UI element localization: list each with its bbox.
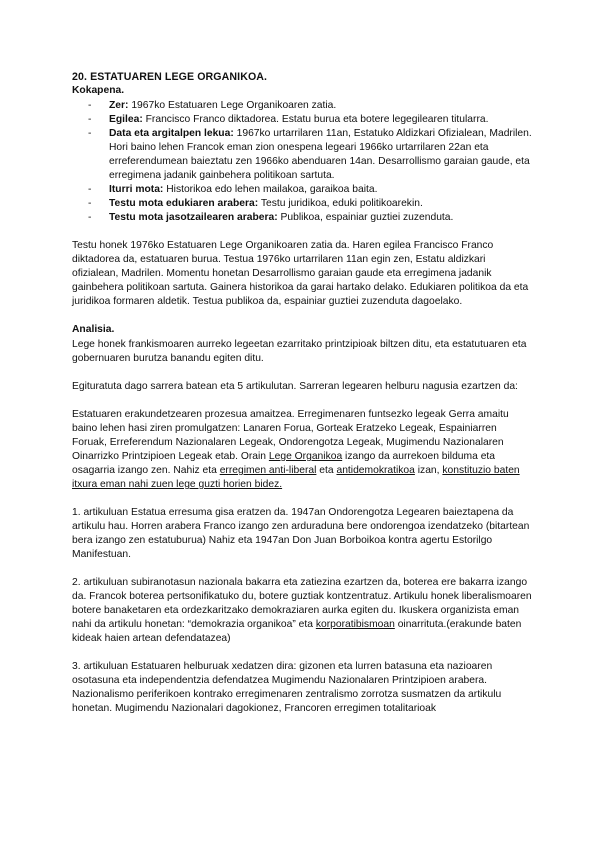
- list-item: - Zer: 1967ko Estatuaren Lege Organikoaren zatia.: [88, 100, 337, 111]
- kokapena-heading: Kokapena.: [72, 85, 125, 96]
- list-item: - Iturri mota: Historikoa edo lehen mailakoa, garaikoa baita.: [88, 184, 378, 195]
- intro-paragraph: Testu honek 1976ko Estatuaren Lege Organikoaren zatia da. Haren egilea Francisco Franco diktadorea da, estatuaren burua. Testua 1976ko urtarrilaren 11an egin zen, Estatu aldizkari ofizialean, Madrilen. Momentu honetan Desarrollismo garaian gaude eta erregimena jadanik gainbehera politikoan sartuta. Gainera historikoa da garai hartako delako. Edukiaren politikoa da eta juridikoa formaren aldetik. Testua publikoa da, espainiar guztiei zuzenduta dagoelako.: [72, 240, 529, 307]
- item-text: Testu juridikoa, eduki politikoarekin.: [258, 198, 423, 209]
- document-page: [72, 70, 532, 716]
- list-item: - Data eta argitalpen lekua: 1967ko urtarrilaren 11an, Estatuko Aldizkari Ofizialean, Madrilen. Hori baino lehen Francok eman zion onespena legeari 1966ko urtarrilaren 22an eta erreferendumean baieztatu zen 1966ko abenduaren 14an. Desarrollismo garaian gaude, eta erregimena jadanik gainbehera politikoan sartuta.: [88, 128, 532, 181]
- analisia-paragraph-2: Egituratuta dago sarrera batean eta 5 artikulutan. Sarreran legearen helburu nagusia ezartzen da:: [72, 381, 518, 392]
- document-title: 20. ESTATUAREN LEGE ORGANIKOA.: [72, 71, 268, 83]
- item-text: 1967ko Estatuaren Lege Organikoaren zatia.: [128, 100, 337, 111]
- underlined-term: korporatibismoan: [315, 619, 395, 630]
- item-label: Data eta argitalpen lekua:: [109, 128, 234, 139]
- item-text: Historikoa edo lehen mailakoa, garaikoa baita.: [163, 184, 378, 195]
- list-item: - Testu mota jasotzailearen arabera: Publikoa, espainiar guztiei zuzenduta.: [88, 212, 454, 223]
- underlined-term: konstituzio baten itxura eman nahi zuen lege guzti horien bidez.: [72, 465, 520, 490]
- underlined-term: antidemokratikoa: [336, 465, 415, 476]
- article-3-paragraph: 3. artikuluan Estatuaren helburuak xedatzen dira: gizonen eta lurren batasuna eta nazioaren osotasuna eta independentzia defendatzea Mugimendu Nazionalaren Printzipioen arabera. Nazionalismo periferikoen kontrako erregimenaren zentralismo zorrotza susmatzen da artikulu honetan. Mugimendu Nazionalari dagokionez, Francoren erregimen totalitarioak: [72, 661, 502, 714]
- article-1-paragraph: 1. artikuluan Estatua erresuma gisa eratzen da. 1947an Ondorengotza Legearen baieztapena da artikulu hau. Horren arabera Franco izango zen arduraduna bere ondorengoa izendatzeko (bitartean bera izango zen estatuburua) Nahiz eta 1947an Don Juan Borboikoa kontra agertu Estorilgo Manifestuan.: [72, 507, 530, 560]
- underlined-term: Lege Organikoa: [268, 451, 343, 462]
- list-item: - Egilea: Francisco Franco diktadorea. Estatu burua eta botere legegilearen titularra.: [88, 114, 489, 125]
- item-label: Iturri mota:: [109, 184, 164, 195]
- analisia-paragraph-1: Lege honek frankismoaren aurreko legeetan ezarritako printzipioak biltzen ditu, eta estatutuaren eta gobernuaren burutza banandu egiten ditu.: [72, 339, 527, 364]
- item-text: Francisco Franco diktadorea. Estatu burua eta botere legegilearen titularra.: [142, 114, 489, 125]
- item-text: 1967ko urtarrilaren 11an, Estatuko Aldizkari Ofizialean, Madrilen. Hori baino lehen Francok eman zion onespena legeari 1966ko urtarrilaren 22an eta erreferendumean baieztatu zen 1966ko abenduaren 14an. Desarrollismo garaian gaude, eta erregimena jadanik gainbehera politikoan sartuta.: [109, 128, 532, 181]
- item-label: Zer:: [109, 100, 129, 111]
- kokapena-list: [72, 99, 532, 225]
- article-2-paragraph: 2. artikuluan subiranotasun nazionala bakarra eta zatiezina ezartzen da, boterea ere bakarra izango da. Francok boterea pertsonifikatuko du, botere guztiak kontzentratuz. Artikulu honek liberalismoaren botere banaketaren eta ordezkaritzako demokraziaren aurka egiten du. Ikuskera organizista eman nahi da artikulu honetan: “demokrazia organikoa” eta korporatibismoan oinarrituta.(erakunde baten kideak haien artean defendatazea): [72, 577, 532, 644]
- analisia-heading: Analisia.: [72, 324, 115, 335]
- list-item: - Testu mota edukiaren arabera: Testu juridikoa, eduki politikoarekin.: [88, 198, 423, 209]
- item-text: Publikoa, espainiar guztiei zuzenduta.: [277, 212, 454, 223]
- underlined-term: erregimen anti-liberal: [219, 465, 317, 476]
- item-label: Testu mota jasotzailearen arabera:: [109, 212, 278, 223]
- item-label: Testu mota edukiaren arabera:: [109, 198, 259, 209]
- analisia-paragraph-3: Estatuaren erakundetzearen prozesua amaitzea. Erregimenaren funtsezko legeak Gerra amaitu baino lehen hasi ziren promulgatzen: Lanaren Forua, Gorteak Eratzeko Legeak, Espainiarren Foruak, Erreferendum Nazionalaren Legeak, Ondorengotza Legeak, Mugimendu Nazionalaren Oinarrizko Printzipioen Legeak etab. Orain Lege Organikoa izango da aurrekoen bilduma eta osagarria izango zen. Nahiz eta erregimen anti-liberal eta antidemokratikoa izan, konstituzio baten itxura eman nahi zuen lege guzti horien bidez.: [72, 409, 520, 490]
- item-label: Egilea:: [109, 114, 143, 125]
